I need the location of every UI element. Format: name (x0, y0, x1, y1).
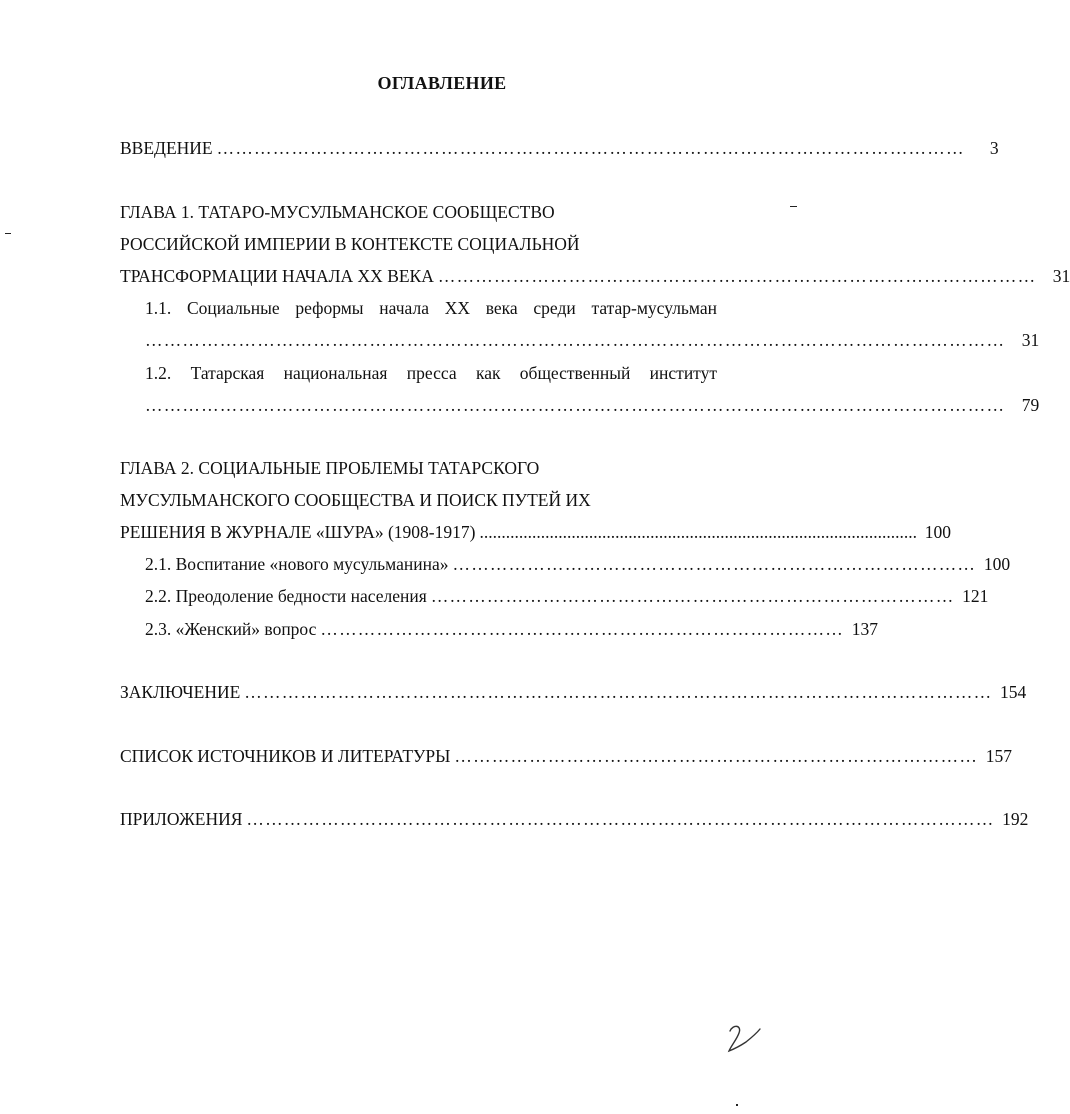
toc-entry-label: ПРИЛОЖЕНИЯ (120, 809, 243, 829)
page-number: 192 (1002, 809, 1029, 829)
page-number: 31 (1021, 330, 1040, 350)
page-number: 100 (924, 522, 951, 542)
toc-entry-section-2-2 (145, 585, 989, 607)
scan-mark-left (5, 233, 11, 234)
page-number: 100 (983, 554, 1011, 574)
toc-entry-label: 2.1. Воспитание «нового мусульманина» (145, 554, 449, 574)
toc-entry-chapter1 (120, 265, 1070, 287)
handwritten-page-number (724, 1022, 764, 1056)
toc-entry-appendices (120, 808, 1029, 830)
page-number: 154 (1000, 682, 1027, 702)
toc-entry-section-1-1 (145, 329, 1040, 351)
leader-dots: ………………………………………………………………………………………………………… (244, 682, 993, 702)
chapter2-title-line-2: МУСУЛЬМАНСКОГО СООБЩЕСТВА И ПОИСК ПУТЕЙ ИХ (120, 490, 591, 510)
leader-dots: ………………………………………………………………………………………………………………………… (145, 330, 1006, 350)
toc-entry-section-2-3 (145, 618, 878, 640)
page-number: 121 (962, 586, 989, 606)
chapter2-title-line-1: ГЛАВА 2. СОЦИАЛЬНЫЕ ПРОБЛЕМЫ ТАТАРСКОГО (120, 458, 540, 478)
leader-dots: ………………………………………………………………………… (452, 554, 977, 574)
leader-dots: ………………………………………………………………………… (454, 746, 979, 766)
toc-entry-section-2-1 (145, 553, 1011, 575)
toc-entry-intro (120, 137, 999, 159)
leader-dots: ………………………………………………………………………………………………………………………… (145, 395, 1006, 415)
toc-entry-label: ТРАНСФОРМАЦИИ НАЧАЛА XX ВЕКА (120, 266, 434, 286)
toc-entry-label: РЕШЕНИЯ В ЖУРНАЛЕ «ШУРА» (1908-1917) (120, 522, 476, 542)
leader-dots: ………………………………………………………………………………………………………… (216, 138, 965, 158)
page-number: 79 (1021, 395, 1040, 415)
chapter1-title-line-2: РОССИЙСКОЙ ИМПЕРИИ В КОНТЕКСТЕ СОЦИАЛЬНОЙ (120, 234, 580, 254)
toc-entry-section-1-2 (145, 394, 1040, 416)
toc-entry-label: ЗАКЛЮЧЕНИЕ (120, 682, 241, 702)
scan-dot (736, 1104, 738, 1106)
leader-dots: ………………………………………………………………………………………………………… (246, 809, 995, 829)
leader-dots: ………………………………………………………………………… (430, 586, 955, 606)
toc-entry-sources (120, 745, 1013, 767)
toc-entry-label: ВВЕДЕНИЕ (120, 138, 213, 158)
leader-dots: ………………………………………………………………………… (320, 619, 844, 639)
page-number: 31 (1052, 266, 1070, 286)
page-number: 157 (985, 746, 1013, 766)
leader-dots: …………………………………………………………………………………… (437, 266, 1037, 286)
page-title: ОГЛАВЛЕНИЕ (377, 73, 507, 93)
section-1-2-title: 1.2. Татарская национальная пресса как общественный институт (145, 363, 717, 383)
toc-entry-conclusion (120, 681, 1027, 703)
toc-entry-chapter2 (120, 521, 951, 543)
page-number: 137 (851, 619, 878, 639)
leader-dots: .................................................................................................... (479, 522, 917, 542)
toc-entry-label: 2.3. «Женский» вопрос (145, 619, 317, 639)
page-number: 3 (989, 138, 999, 158)
scan-mark-right (790, 206, 797, 207)
chapter1-title-line-1: ГЛАВА 1. ТАТАРО-МУСУЛЬМАНСКОЕ СООБЩЕСТВО (120, 202, 555, 222)
toc-entry-label: 2.2. Преодоление бедности населения (145, 586, 427, 606)
toc-entry-label: СПИСОК ИСТОЧНИКОВ И ЛИТЕРАТУРЫ (120, 746, 451, 766)
section-1-1-title: 1.1. Социальные реформы начала XX века среди татар-мусульман (145, 298, 717, 318)
